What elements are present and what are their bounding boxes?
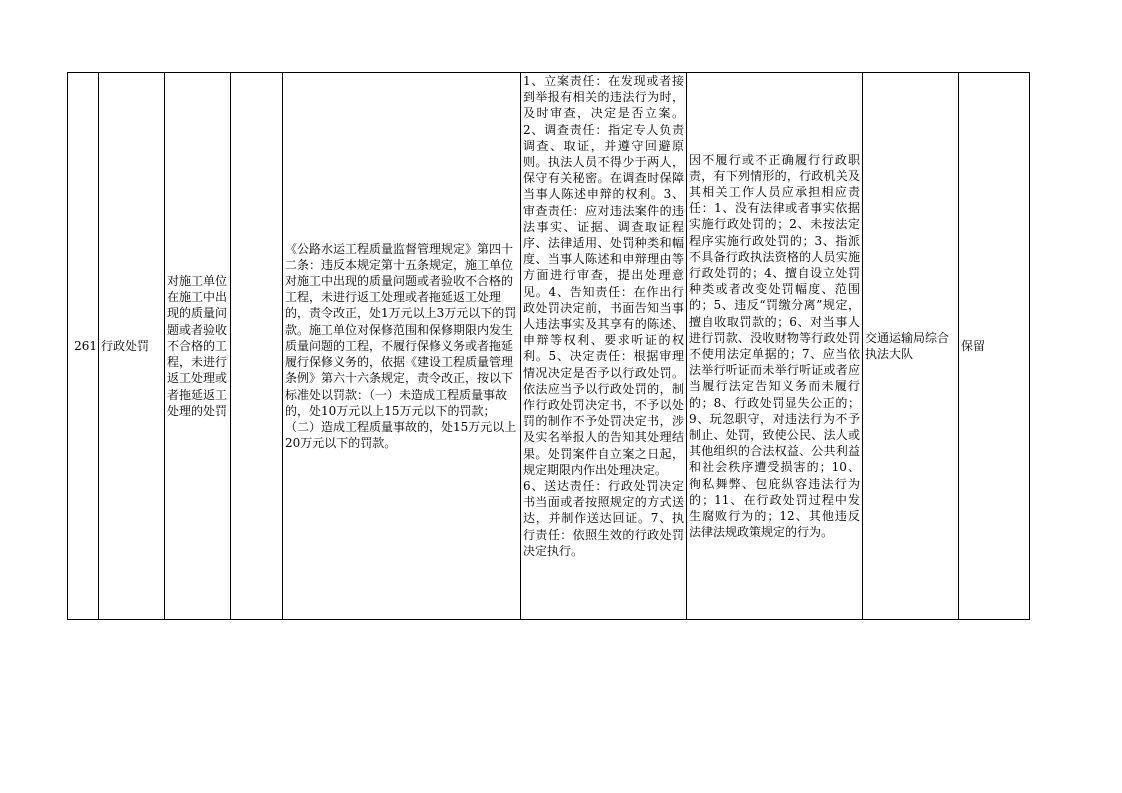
accountability-text: 因不履行或不正确履行行政职责，有下列情形的，行政机关及其相关工作人员应承担相应责任：1、没有法律或者事实依据实施行政处罚的；2、未按法定程序实施行政处罚的；3、指派不具备行政执法资格的人员实施行政处罚的；4、擅自设立处罚种类或者改变处罚幅度、范围的；5、违反“罚缴分离”规定，擅自收取罚款的；6、对当事人进行罚款、没收财物等行政处罚不使用法定单据的；7、应当依法举行听证而未举行听证或者应当履行法定告知义务而未履行的；8、行政处罚显失公正的；9、玩忽职守，对违法行为不予制止、处罚，致使公民、法人或其他组织的合法权益、公共利益和社会秩序遭受损害的；10、徇私舞弊、包庇纵容违法行为的；11、在行政处罚过程中发生腐败行为的；12、其他违反法律法规政策规定的行为。 [689,152,860,540]
basis-cell [283,73,521,620]
power-category: 行政处罚 [101,338,150,353]
department-cell [863,73,959,620]
responsibility-cell [521,73,687,620]
sub-item-cell [231,73,283,620]
power-list-table [67,72,1030,620]
remark: 保留 [961,338,986,353]
index-cell [68,73,99,620]
row-index: 261 [74,338,97,353]
responsible-department: 交通运输局综合执法大队 [865,330,950,361]
responsibility-paragraph: 1、立案责任：在发现或者接到举报有相关的违法行为时，及时审查，决定是否立案。2、调查责任：指定专人负责调查、取证，并遵守回避原则。执法人员不得少于两人，保守有关秘密。在调查时保障当事人陈述申辩的权利。3、审查责任：应对违法案件的违法事实、证据、调查取证程序、法律适用、处罚种类和幅度、当事人陈述和申辩理由等方面进行审查，提出处理意见。4、告知责任：在作出行政处罚决定前，书面告知当事人违法事实及其享有的陈述、申辩等权利、要求听证的权利。5、决定责任：根据审理情况决定是否予以行政处罚。依法应当予以行政处罚的，制作行政处罚决定书，不予以处罚的制作不予处罚决定书，涉及实名举报人的告知其处理结果。处罚案件自立案之日起，规定期限内作出处理决定。 [523,74,684,477]
item-name-cell [165,73,231,620]
remark-cell [959,73,1030,620]
table-row [68,73,1030,620]
power-item-name: 对施工单位在施工中出现的质量问题或者验收不合格的工程，未进行返工处理或者拖延返工处理的处罚 [167,274,228,418]
legal-basis: 《公路水运工程质量监督管理规定》第四十二条：违反本规定第十五条规定，施工单位对施工中出现的质量问题或者验收不合格的工程，未进行返工处理或者拖延返工处理的，责令改正，处1万元以上3万元以下的罚款。施工单位对保修范围和保修期限内发生质量问题的工程，不履行保修义务或者拖延履行保修义务的，依据《建设工程质量管理条例》第六十六条规定，责令改正，按以下标准处以罚款：（一）未造成工程质量事故的，处10万元以上15万元以下的罚款；（二）造成工程质量事故的，处15万元以上20万元以下的罚款。 [285,241,517,451]
responsibility-text [521,73,686,619]
responsibility-paragraph: 6、送达责任：行政处罚决定书当面或者按照规定的方式送达，并制作送达回证。7、执行责任：依照生效的行政处罚决定执行。 [523,479,684,558]
category-cell [99,73,165,620]
accountability-cell [687,73,863,620]
